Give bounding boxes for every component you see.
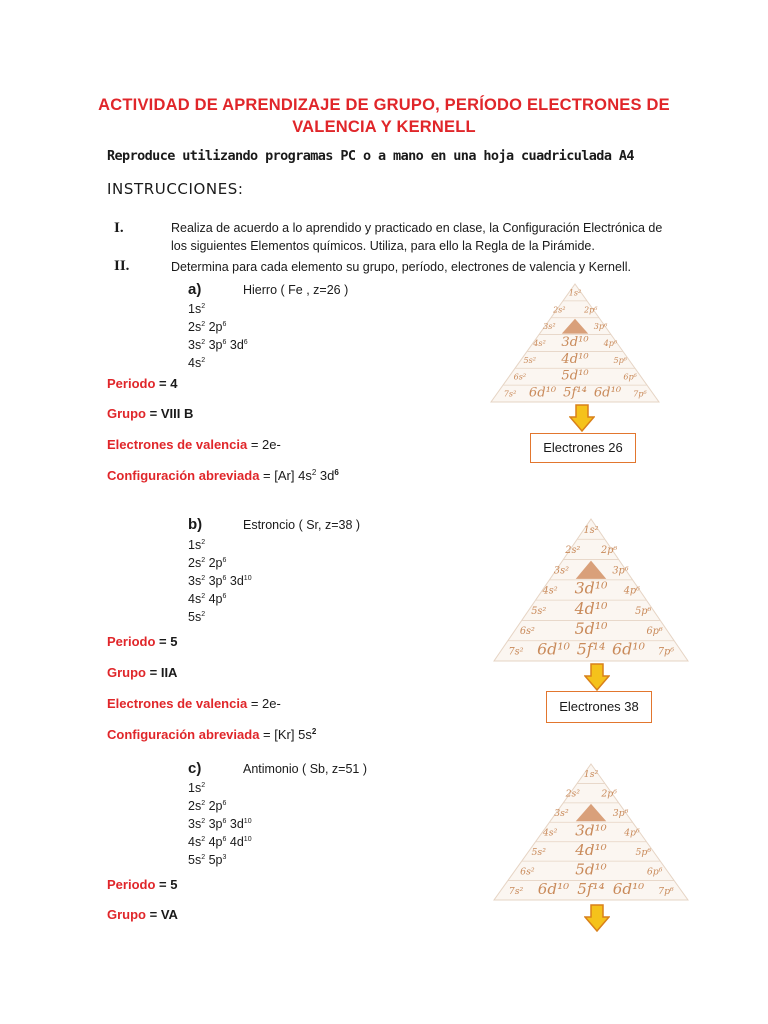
orbital: 4s — [188, 592, 202, 606]
config-line — [188, 336, 248, 354]
orbital-electrons: 6 — [222, 339, 227, 346]
periodo-value: = 5 — [159, 877, 178, 892]
pyramid-label: 4p⁶ — [623, 585, 641, 597]
orbital: 1s — [188, 781, 202, 795]
pyramid-label: 6p⁶ — [646, 626, 663, 638]
orbital: 5p — [208, 853, 223, 867]
page-title — [60, 94, 708, 138]
pyramid-label: 4d¹⁰ — [561, 351, 589, 367]
periodo-label: Periodo — [107, 877, 156, 892]
valencia-b — [107, 696, 281, 711]
grupo-value: = VIII B — [149, 406, 194, 421]
abreviada-value: = [Kr] $5s^2$ — [263, 727, 317, 742]
pyramid-label: 6s² — [519, 626, 535, 638]
orbital: 4p — [208, 592, 223, 606]
pyramid-label: 2s² — [565, 788, 581, 800]
electrons-box-b: Electrones 38 — [546, 691, 652, 723]
orbital: 5s — [188, 610, 202, 624]
config-line — [188, 354, 248, 372]
config-line — [188, 572, 252, 590]
orbital-electrons: 2 — [201, 303, 206, 310]
pyramid-label: 3s² — [553, 565, 569, 577]
periodo-b — [107, 634, 177, 649]
pyramid-label: 2s² — [552, 304, 566, 315]
pyramid-label: 6s² — [513, 371, 527, 382]
grupo-value: = IIA — [149, 665, 178, 680]
orbital: 1s — [188, 538, 202, 552]
pyramid-label: 2s² — [565, 545, 581, 557]
orbital-electrons: 6 — [222, 836, 227, 843]
orbital: 3p — [208, 574, 223, 588]
orbital-electrons: 2 — [201, 818, 206, 825]
orbital: 2p — [208, 320, 223, 334]
orbital: 4s — [188, 835, 202, 849]
pyramid-diagram-b — [493, 517, 689, 663]
pyramid-label: 7p⁶ — [658, 885, 674, 897]
orbital: 3d — [229, 817, 244, 831]
down-arrow-icon — [569, 404, 595, 432]
pyramid-label: 6d¹⁰ — [528, 385, 557, 401]
pyramid-label: 5s² — [531, 846, 546, 858]
config-block-c — [188, 779, 252, 869]
pyramid-label: 3d¹⁰ — [575, 821, 607, 840]
pyramid-label: 1s² — [583, 524, 599, 536]
pyramid-label: 6p⁶ — [646, 866, 663, 878]
config-line — [188, 554, 252, 572]
orbital-electrons: 2 — [201, 782, 206, 789]
orbital-electrons: 2 — [201, 339, 206, 346]
abreviada-label: Configuración abreviada — [107, 727, 260, 742]
instruction-text-2: Determina para cada elemento su grupo, período, electrones de valencia y Kernell. — [171, 260, 631, 274]
subtitle: Reproduce utilizando programas PC o a mano en una hoja cuadriculada A4 — [107, 148, 634, 164]
config-line — [188, 318, 248, 336]
orbital-electrons: 2 — [201, 611, 206, 618]
title-line-1: ACTIVIDAD DE APRENDIZAJE DE GRUPO, PERÍODO ELECTRONES DE — [98, 96, 670, 114]
orbital-electrons: 6 — [222, 575, 227, 582]
pyramid-label: 5p⁶ — [635, 846, 652, 858]
pyramid-label: 1s² — [568, 287, 582, 298]
instruction-text-1: Realiza de acuerdo a lo aprendido y practicado en clase, la Configuración Electrónica de los siguientes Elementos químicos. Utiliza, para ello la Regla de la Pirámide. — [171, 221, 663, 253]
orbital: 3s — [188, 338, 202, 352]
grupo-b — [107, 665, 177, 680]
instruction-numeral-2: II. — [114, 258, 130, 274]
down-arrow-icon — [584, 904, 610, 932]
orbital: 3d — [229, 574, 244, 588]
pyramid-label: 4s² — [533, 338, 546, 349]
orbital-electrons: 2 — [201, 836, 206, 843]
pyramid-label: 5d¹⁰ — [574, 619, 608, 639]
abreviada-label: Configuración abreviada — [107, 468, 260, 483]
pyramid-label: 4d¹⁰ — [575, 840, 607, 859]
pyramid-label: 3p⁶ — [612, 565, 629, 577]
pyramid-label: 7p⁶ — [633, 388, 647, 399]
valencia-a — [107, 437, 281, 452]
orbital-electrons: 2 — [201, 539, 206, 546]
orbital: 3s — [188, 574, 202, 588]
config-line — [188, 590, 252, 608]
orbital-electrons: 2 — [201, 557, 206, 564]
orbital-electrons: 2 — [201, 575, 206, 582]
config-line — [188, 797, 252, 815]
config-block-a — [188, 300, 248, 372]
pyramid-diagram-a — [490, 282, 660, 404]
orbital-electrons: 2 — [201, 593, 206, 600]
orbital: 2p — [208, 799, 223, 813]
orbital-electrons: 10 — [243, 836, 252, 843]
pyramid-label: 6d¹⁰ — [593, 385, 622, 401]
pyramid-label: 6d¹⁰ — [537, 879, 570, 898]
pyramid-label: 3p⁶ — [612, 808, 629, 820]
element-name-c: Antimonio ( Sb, z=51 ) — [243, 762, 368, 776]
orbital: 1s — [188, 302, 202, 316]
config-line — [188, 608, 252, 626]
orbital-electrons: 6 — [222, 557, 227, 564]
pyramid-label: 5f¹⁴ — [577, 879, 605, 898]
down-arrow-icon — [584, 663, 610, 691]
pyramid-label: 4s² — [542, 827, 558, 839]
valencia-value: = 2e- — [250, 696, 281, 711]
element-letter-c: c) — [188, 760, 202, 777]
orbital: 3p — [208, 817, 223, 831]
orbital: 2s — [188, 320, 202, 334]
abreviada-b — [107, 727, 316, 742]
periodo-c — [107, 877, 177, 892]
pyramid-label: 5f¹⁴ — [563, 385, 587, 401]
pyramid-label: 4p⁶ — [624, 827, 640, 839]
orbital-electrons: 3 — [222, 854, 227, 861]
orbital: 3p — [208, 338, 223, 352]
orbital-electrons: 6 — [222, 321, 227, 328]
orbital: 3s — [188, 817, 202, 831]
valencia-label: Electrones de valencia — [107, 696, 248, 711]
pyramid-label: 3p⁶ — [593, 321, 608, 332]
pyramid-label: 4d¹⁰ — [574, 598, 608, 618]
periodo-label: Periodo — [107, 376, 156, 391]
periodo-value: = 5 — [159, 634, 178, 649]
config-line — [188, 851, 252, 869]
orbital: 5s — [188, 853, 202, 867]
element-letter-b: b) — [188, 516, 203, 533]
orbital-electrons: 6 — [243, 339, 248, 346]
config-line — [188, 536, 252, 554]
grupo-c — [107, 907, 178, 922]
pyramid-label: 5f¹⁴ — [576, 639, 606, 659]
pyramid-label: 2p⁶ — [583, 304, 598, 315]
periodo-label: Periodo — [107, 634, 156, 649]
orbital-electrons: 6 — [222, 593, 227, 600]
orbital: 2s — [188, 556, 202, 570]
abreviada-value: = [Ar] $4s^2$ $3d^6$ — [263, 468, 339, 483]
periodo-value: = 4 — [159, 376, 178, 391]
periodo-a — [107, 376, 177, 391]
orbital-electrons: 2 — [201, 357, 206, 364]
valencia-value: = 2e- — [250, 437, 281, 452]
orbital: 4p — [208, 835, 223, 849]
element-letter-a: a) — [188, 281, 202, 298]
pyramid-diagram-c — [493, 762, 689, 902]
pyramid-label: 4s² — [542, 585, 558, 597]
pyramid-label: 6d¹⁰ — [537, 639, 570, 659]
pyramid-label: 3s² — [554, 808, 569, 820]
pyramid-label: 2p⁶ — [601, 788, 617, 800]
grupo-label: Grupo — [107, 907, 146, 922]
element-name-b: Estroncio ( Sr, z=38 ) — [243, 518, 361, 532]
pyramid-label: 6p⁶ — [623, 371, 637, 382]
orbital-electrons: 2 — [201, 321, 206, 328]
orbital: 3d — [229, 338, 244, 352]
orbital-electrons: 10 — [243, 575, 252, 582]
electrons-box-a: Electrones 26 — [530, 433, 636, 463]
config-line — [188, 300, 248, 318]
orbital-electrons: 6 — [222, 818, 227, 825]
grupo-label: Grupo — [107, 665, 146, 680]
grupo-label: Grupo — [107, 406, 146, 421]
pyramid-label: 6d¹⁰ — [612, 639, 645, 659]
config-block-b — [188, 536, 252, 626]
pyramid-label: 3d¹⁰ — [561, 335, 589, 351]
pyramid-label: 5s² — [531, 605, 547, 617]
pyramid-label: 7s² — [508, 885, 524, 897]
pyramid-label: 5p⁶ — [635, 605, 652, 617]
instruction-numeral-1: I. — [114, 220, 124, 236]
pyramid-label: 2p⁶ — [601, 545, 618, 557]
grupo-value: = VA — [149, 907, 178, 922]
pyramid-label: 7s² — [503, 388, 517, 399]
pyramid-label: 5s² — [523, 354, 537, 365]
config-line — [188, 815, 252, 833]
pyramid-label: 1s² — [583, 769, 599, 781]
abreviada-a — [107, 468, 339, 483]
pyramid-label: 5d¹⁰ — [575, 860, 607, 879]
orbital-electrons: 6 — [222, 800, 227, 807]
pyramid-label: 7s² — [508, 646, 524, 658]
orbital: 2p — [208, 556, 223, 570]
config-line — [188, 779, 252, 797]
pyramid-label: 4p⁶ — [603, 338, 618, 349]
element-name-a: Hierro ( Fe , z=26 ) — [243, 283, 349, 297]
pyramid-label: 6d¹⁰ — [612, 879, 645, 898]
pyramid-label: 6s² — [520, 866, 535, 878]
pyramid-label: 7p⁶ — [657, 646, 675, 658]
orbital-electrons: 2 — [201, 854, 206, 861]
pyramid-label: 3d¹⁰ — [574, 578, 608, 598]
pyramid-label: 5p⁶ — [613, 354, 628, 365]
pyramid-label: 3s² — [543, 321, 556, 332]
orbital: 2s — [188, 799, 202, 813]
orbital-electrons: 10 — [243, 818, 252, 825]
orbital: 4d — [229, 835, 244, 849]
grupo-a — [107, 406, 193, 421]
title-line-2: VALENCIA Y KERNELL — [292, 118, 476, 136]
config-line — [188, 833, 252, 851]
orbital-electrons: 2 — [201, 800, 206, 807]
instructions-heading: INSTRUCCIONES: — [107, 180, 244, 198]
orbital: 4s — [188, 356, 202, 370]
pyramid-label: 5d¹⁰ — [561, 368, 589, 384]
valencia-label: Electrones de valencia — [107, 437, 248, 452]
